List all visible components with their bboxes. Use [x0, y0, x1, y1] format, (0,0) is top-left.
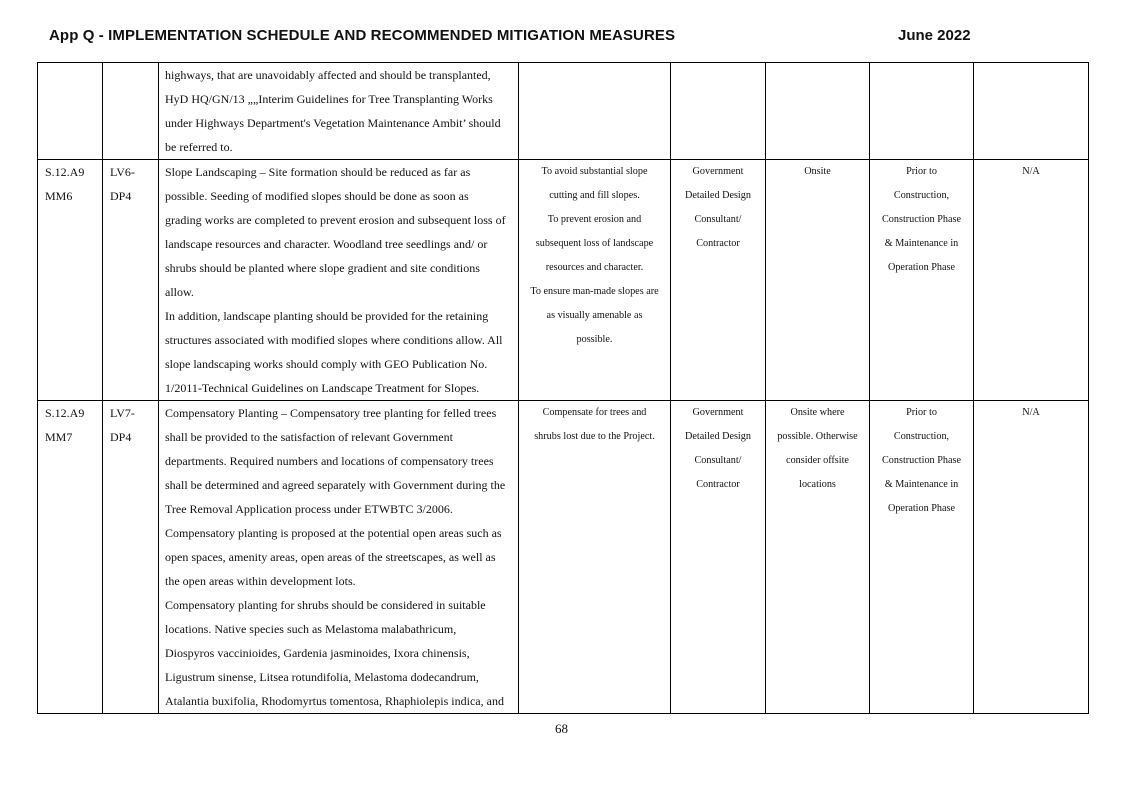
- document-date: June 2022: [898, 27, 971, 44]
- implementation-agent-cell: [671, 63, 766, 160]
- location-cell: [766, 160, 870, 401]
- cell-text-line: Prior to: [906, 407, 937, 418]
- cell-text-line: possible.: [576, 334, 613, 345]
- cell-text-line: grading works are completed to prevent erosion and subsequent loss of: [165, 213, 506, 227]
- cell-text-line: be referred to.: [165, 140, 233, 154]
- cell-text-line: structures associated with modified slopes where conditions allow. All: [165, 333, 503, 347]
- timing-cell: [870, 401, 974, 714]
- cell-text-line: Ligustrum sinense, Litsea rotundifolia, Melastoma dodecandrum,: [165, 670, 479, 684]
- implementation-agent-cell: [671, 160, 766, 401]
- cell-text-line: highways, that are unavoidably affected and should be transplanted,: [165, 68, 491, 82]
- cell-text-line: LV7-: [110, 406, 135, 420]
- cell-text-line: shrubs should be planted where slope gradient and site conditions: [165, 261, 480, 275]
- cell-text-line: shall be provided to the satisfaction of relevant Government: [165, 430, 453, 444]
- cell-text-line: Prior to: [906, 166, 937, 177]
- cell-text-line: Operation Phase: [887, 503, 956, 514]
- cell-text-line: shrubs lost due to the Project.: [534, 431, 655, 442]
- cell-text-line: Atalantia buxifolia, Rhodomyrtus tomentosa, Rhaphiolepis indica, and: [165, 694, 504, 708]
- cell-text-line: Construction,: [893, 431, 950, 442]
- cell-text-line: Consultant/: [694, 214, 742, 225]
- cell-text-line: Compensatory planting is proposed at the potential open areas such as: [165, 526, 502, 540]
- cell-text-line: DP4: [110, 430, 132, 444]
- cell-text-line: N/A: [1022, 166, 1040, 177]
- cell-text-line: Tree Removal Application process under ETWBTC 3/2006.: [165, 502, 453, 516]
- cell-text-line: open spaces, amenity areas, open areas of the streetscapes, as well as: [165, 550, 496, 564]
- cell-text-line: Compensate for trees and: [542, 407, 647, 418]
- page-number: 68: [555, 721, 568, 736]
- cell-text-line: DP4: [110, 189, 132, 203]
- cell-text-line: & Maintenance in: [884, 238, 959, 249]
- timing-cell: [870, 160, 974, 401]
- cell-text-line: consider offsite: [786, 455, 849, 466]
- location-cell: [766, 63, 870, 160]
- cell-text-line: MM6: [45, 189, 73, 203]
- cell-text-line: Onsite where: [790, 407, 845, 418]
- cell-text-line: the open areas within development lots.: [165, 574, 356, 588]
- cell-text-line: Government: [692, 166, 744, 177]
- cell-text-line: Detailed Design: [685, 190, 751, 201]
- cell-text-line: & Maintenance in: [884, 479, 959, 490]
- cell-text-line: cutting and fill slopes.: [549, 190, 640, 201]
- eia-ref-cell: [38, 63, 103, 160]
- measure-ref-cell: [103, 160, 159, 401]
- implementation-schedule-table: [37, 62, 1089, 714]
- cell-text-line: locations. Native species such as Melastoma malabathricum,: [165, 622, 457, 636]
- table-row: [38, 401, 1089, 714]
- measure-ref-cell: [103, 401, 159, 714]
- cell-text-line: To ensure man-made slopes are: [530, 286, 659, 297]
- cell-text-line: under Highways Department's Vegetation Maintenance Ambit’ should: [165, 116, 501, 130]
- cell-text-line: HyD HQ/GN/13 „„Interim Guidelines for Tree Transplanting Works: [165, 92, 493, 106]
- cell-text-line: Compensatory planting for shrubs should be considered in suitable: [165, 598, 486, 612]
- cell-text-line: Compensatory Planting – Compensatory tree planting for felled trees: [165, 406, 497, 420]
- cell-text-line: Contractor: [696, 479, 740, 490]
- cell-text-line: shall be determined and agreed separately with Government during the: [165, 478, 506, 492]
- mitigation-measure-cell: [159, 160, 519, 401]
- table-row: [38, 63, 1089, 160]
- cell-text-line: LV6-: [110, 165, 135, 179]
- document-title: App Q - IMPLEMENTATION SCHEDULE AND RECOMMENDED MITIGATION MEASURES: [49, 27, 676, 44]
- implementation-agent-cell: [671, 401, 766, 714]
- cell-text-line: Onsite: [804, 166, 831, 177]
- status-cell: [974, 63, 1089, 160]
- cell-text-line: Consultant/: [694, 455, 742, 466]
- cell-text-line: possible. Otherwise: [777, 431, 858, 442]
- objective-cell: [519, 401, 671, 714]
- cell-text-line: allow.: [165, 285, 194, 299]
- cell-text-line: Contractor: [696, 238, 740, 249]
- cell-text-line: Construction Phase: [882, 214, 961, 225]
- cell-text-line: possible. Seeding of modified slopes should be done as soon as: [165, 189, 469, 203]
- cell-text-line: Slope Landscaping – Site formation should be reduced as far as: [165, 165, 471, 179]
- mitigation-measure-cell: [159, 63, 519, 160]
- table-row: [38, 160, 1089, 401]
- eia-ref-cell: [38, 401, 103, 714]
- cell-text-line: Detailed Design: [685, 431, 751, 442]
- cell-text-line: landscape resources and character. Woodland tree seedlings and/ or: [165, 237, 488, 251]
- cell-text-line: S.12.A9: [45, 165, 85, 179]
- cell-text-line: In addition, landscape planting should be provided for the retaining: [165, 309, 489, 323]
- cell-text-line: slope landscaping works should comply with GEO Publication No.: [165, 357, 488, 371]
- cell-text-line: Operation Phase: [887, 262, 956, 273]
- cell-text-line: locations: [799, 479, 836, 490]
- cell-text-line: MM7: [45, 430, 73, 444]
- cell-text-line: as visually amenable as: [546, 310, 643, 321]
- cell-text-line: Government: [692, 407, 744, 418]
- cell-text-line: S.12.A9: [45, 406, 85, 420]
- cell-text-line: departments. Required numbers and locations of compensatory trees: [165, 454, 494, 468]
- timing-cell: [870, 63, 974, 160]
- eia-ref-cell: [38, 160, 103, 401]
- location-cell: [766, 401, 870, 714]
- objective-cell: [519, 160, 671, 401]
- cell-text-line: Construction,: [893, 190, 950, 201]
- cell-text-line: N/A: [1022, 407, 1040, 418]
- cell-text-line: To avoid substantial slope: [541, 166, 648, 177]
- cell-text-line: resources and character.: [545, 262, 644, 273]
- status-cell: [974, 160, 1089, 401]
- cell-text-line: Diospyros vaccinioides, Gardenia jasminoides, Ixora chinensis,: [165, 646, 470, 660]
- cell-text-line: Construction Phase: [882, 455, 961, 466]
- cell-text-line: To prevent erosion and: [547, 214, 642, 225]
- status-cell: [974, 401, 1089, 714]
- cell-text-line: subsequent loss of landscape: [535, 238, 654, 249]
- measure-ref-cell: [103, 63, 159, 160]
- objective-cell: [519, 63, 671, 160]
- cell-text-line: 1/2011-Technical Guidelines on Landscape Treatment for Slopes.: [165, 381, 480, 395]
- mitigation-measure-cell: [159, 401, 519, 714]
